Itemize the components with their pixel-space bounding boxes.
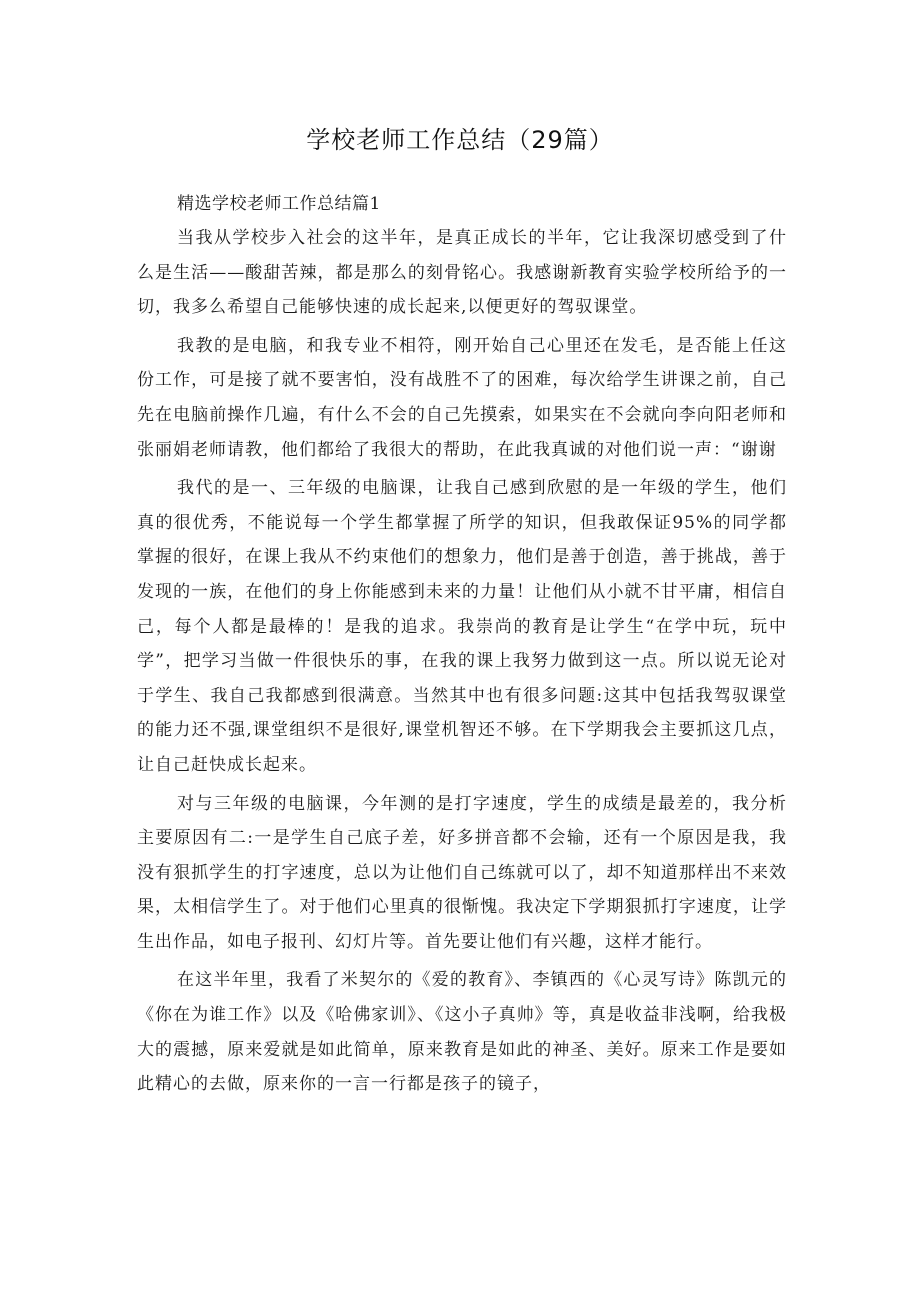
paragraph-2: 我教的是电脑，和我专业不相符，刚开始自己心里还在发毛，是否能上任这份工作，可是接了就不要害怕，没有战胜不了的困难，每次给学生讲课之前，自己先在电脑前操作几遍，有什么不会的自己先摸索，如果实在不会就向李向阳老师和张丽娟老师请教，他们都给了我很大的帮助，在此我真诚的对他们说一声：“谢谢 (137, 335, 787, 460)
section-heading: 精选学校老师工作总结篇1 (177, 194, 381, 214)
paragraph-3: 我代的是一、三年级的电脑课，让我自己感到欣慰的是一年级的学生，他们真的很优秀，不能说每一个学生都掌握了所学的知识，但我敢保证95%的同学都掌握的很好，在课上我从不约束他们的想象力，他们是善于创造，善于挑战，善于发现的一族，在他们的身上你能感到未来的力量！让他们从小就不甘平庸，相信自己，每个人都是最棒的！是我的追求。我崇尚的教育是让学生“在学中玩，玩中学”，把学习当做一件很快乐的事，在我的课上我努力做到这一点。所以说无论对于学生、我自己我都感到很满意。当然其中也有很多问题:这其中包括我驾驭课堂的能力还不强,课堂组织不是很好,课堂机智还不够。在下学期我会主要抓这几点，让自己赶快成长起来。 (137, 478, 787, 775)
paragraph-4: 对与三年级的电脑课，今年测的是打字速度，学生的成绩是最差的，我分析主要原因有二:一是学生自己底子差，好多拼音都不会输，还有一个原因是我，我没有狠抓学生的打字速度，总以为让他们自己练就可以了，却不知道那样出不来效果，太相信学生了。对于他们心里真的很惭愧。我决定下学期狠抓打字速度，让学生出作品，如电子报刊、幻灯片等。首先要让他们有兴趣，这样才能行。 (137, 793, 787, 952)
document-title: 学校老师工作总结（29篇） (306, 126, 614, 154)
paragraph-5: 在这半年里，我看了米契尔的《爱的教育》、李镇西的《心灵写诗》陈凯元的《你在为谁工作》以及《哈佛家训》、《这小子真帅》等，真是收益非浅啊，给我极大的震撼，原来爱就是如此简单，原来教育是如此的神圣、美好。原来工作是要如此精心的去做，原来你的一言一行都是孩子的镜子， (137, 970, 787, 1095)
document-body (137, 187, 787, 1102)
paragraph-1: 当我从学校步入社会的这半年，是真正成长的半年，它让我深切感受到了什么是生活——酸甜苦辣，都是那么的刻骨铭心。我感谢新教育实验学校所给予的一切，我多么希望自己能够快速的成长起来,以便更好的驾驭课堂。 (137, 228, 787, 318)
